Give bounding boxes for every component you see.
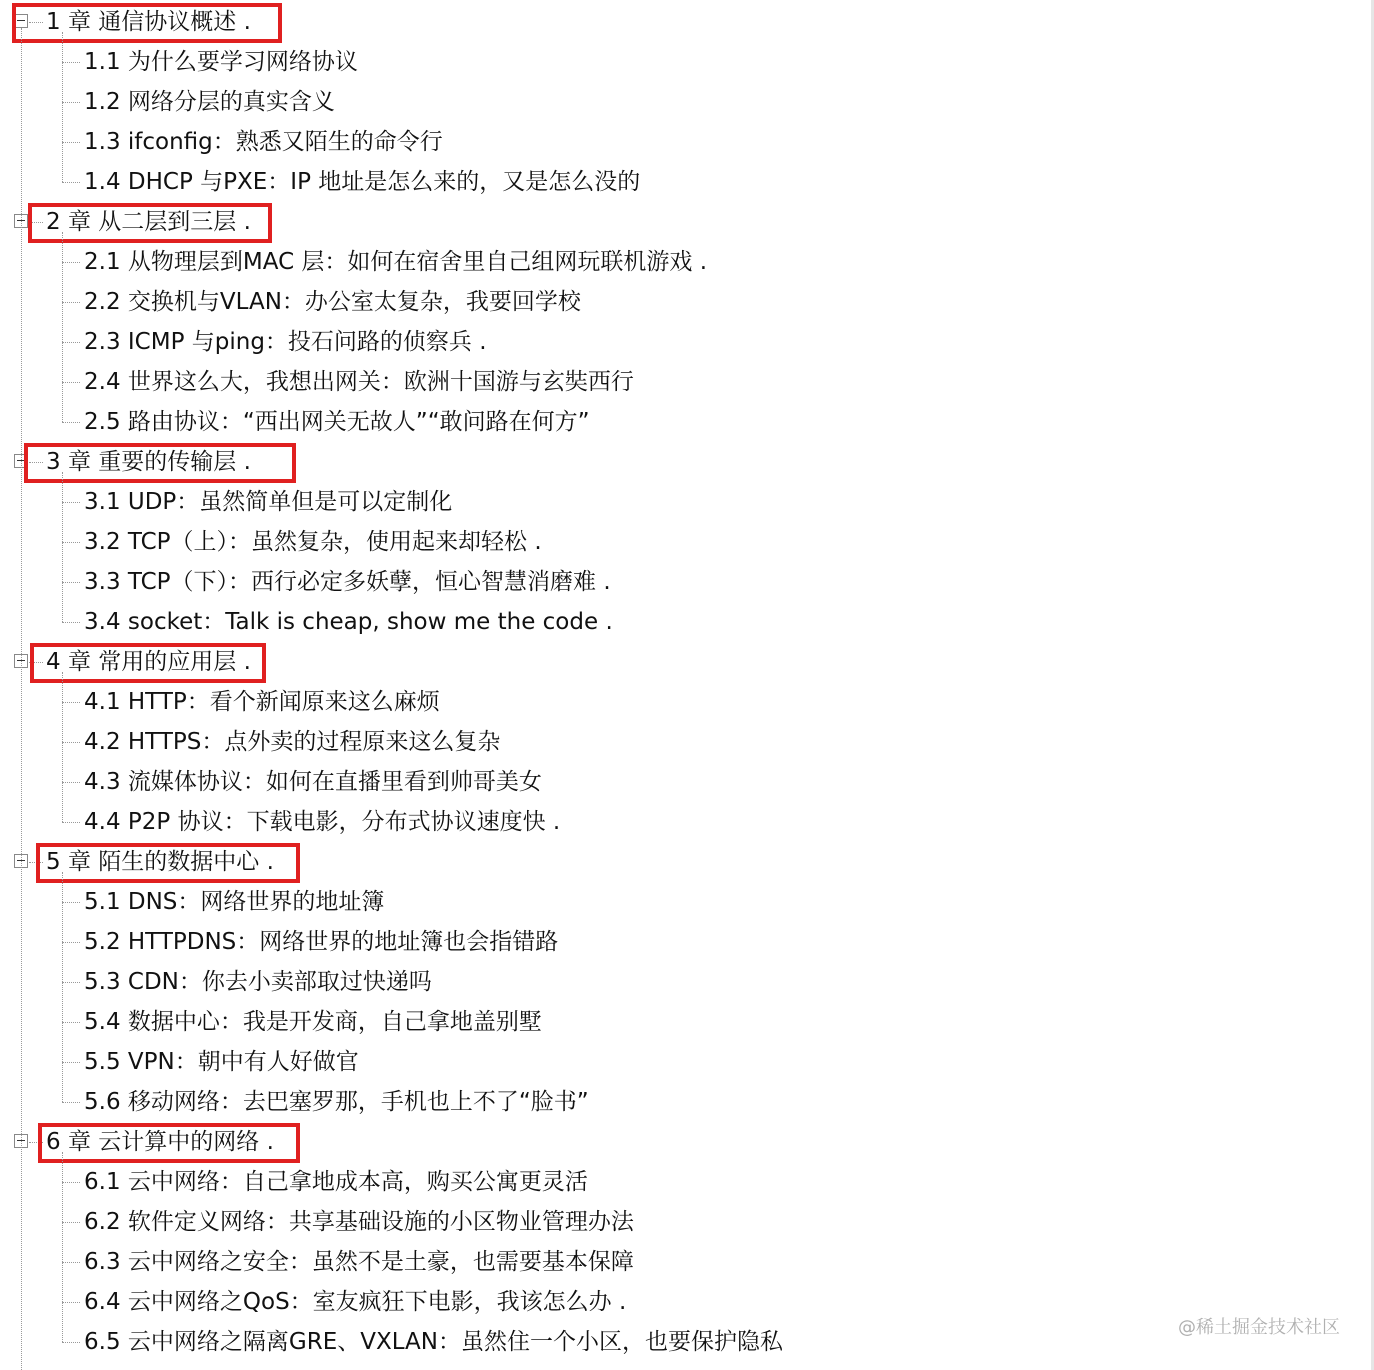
tree-connector: [62, 302, 80, 303]
chapter-title: 5 章 陌生的数据中心 .: [46, 849, 274, 875]
tree-connector: [62, 982, 80, 983]
tree-connector: [62, 942, 80, 943]
tree-connector: [62, 262, 80, 263]
chapter-row[interactable]: [0, 842, 1374, 882]
chapter-row[interactable]: [0, 442, 1374, 482]
section-row[interactable]: [0, 762, 1374, 802]
tree-connector: [29, 862, 43, 863]
tree-connector-vertical: [62, 232, 63, 422]
tree-connector: [29, 222, 43, 223]
section-title: 1.2 网络分层的真实含义: [84, 89, 335, 115]
tree-connector: [29, 662, 43, 663]
section-row[interactable]: [0, 602, 1374, 642]
tree-connector: [62, 622, 80, 623]
section-row[interactable]: [0, 1162, 1374, 1202]
section-row[interactable]: [0, 322, 1374, 362]
section-row[interactable]: [0, 122, 1374, 162]
section-row[interactable]: [0, 682, 1374, 722]
tree-connector: [29, 22, 43, 23]
section-row[interactable]: [0, 402, 1374, 442]
chapter-title: 2 章 从二层到三层 .: [46, 209, 251, 235]
section-row[interactable]: [0, 802, 1374, 842]
section-title: 6.5 云中网络之隔离GRE、VXLAN：虽然住一个小区，也要保护隐私: [84, 1329, 783, 1355]
chapter-title: 6 章 云计算中的网络 .: [46, 1129, 274, 1155]
tree-connector: [62, 342, 80, 343]
section-row[interactable]: [0, 1242, 1374, 1282]
tree-connector: [29, 462, 43, 463]
tree-connector: [62, 1222, 80, 1223]
tree-connector-vertical: [62, 872, 63, 1102]
section-row[interactable]: [0, 1002, 1374, 1042]
section-row[interactable]: [0, 242, 1374, 282]
section-row[interactable]: [0, 362, 1374, 402]
tree-connector: [62, 542, 80, 543]
tree-connector-root: [21, 28, 22, 1370]
tree-connector: [62, 1182, 80, 1183]
section-row[interactable]: [0, 42, 1374, 82]
section-row[interactable]: [0, 282, 1374, 322]
section-title: 3.3 TCP（下）：西行必定多妖孽，恒心智慧消磨难 .: [84, 569, 611, 595]
section-title: 5.5 VPN：朝中有人好做官: [84, 1049, 359, 1075]
tree-connector-vertical: [62, 672, 63, 822]
section-row[interactable]: [0, 482, 1374, 522]
section-title: 2.5 路由协议：“西出网关无故人”“敢问路在何方”: [84, 409, 590, 435]
section-title: 3.4 socket：Talk is cheap, show me the code .: [84, 609, 613, 635]
tree-collapse-icon[interactable]: [14, 14, 28, 28]
section-title: 5.2 HTTPDNS：网络世界的地址簿也会指错路: [84, 929, 559, 955]
section-title: 5.3 CDN：你去小卖部取过快递吗: [84, 969, 432, 995]
section-title: 3.1 UDP：虽然简单但是可以定制化: [84, 489, 453, 515]
chapter-row[interactable]: [0, 642, 1374, 682]
section-row[interactable]: [0, 922, 1374, 962]
section-title: 3.2 TCP（上）：虽然复杂，使用起来却轻松 .: [84, 529, 542, 555]
section-row[interactable]: [0, 882, 1374, 922]
section-row[interactable]: [0, 962, 1374, 1002]
section-title: 4.3 流媒体协议：如何在直播里看到帅哥美女: [84, 769, 542, 795]
section-title: 4.2 HTTPS：点外卖的过程原来这么复杂: [84, 729, 501, 755]
section-row[interactable]: [0, 1082, 1374, 1122]
section-row[interactable]: [0, 562, 1374, 602]
tree-connector: [62, 502, 80, 503]
section-row[interactable]: [0, 522, 1374, 562]
section-row[interactable]: [0, 162, 1374, 202]
section-title: 5.1 DNS：网络世界的地址簿: [84, 889, 385, 915]
tree-connector-vertical: [62, 472, 63, 622]
tree-connector: [62, 702, 80, 703]
chapter-title: 1 章 通信协议概述 .: [46, 9, 251, 35]
tree-connector: [62, 422, 80, 423]
section-title: 2.1 从物理层到MAC 层：如何在宿舍里自己组网玩联机游戏 .: [84, 249, 708, 275]
section-title: 2.4 世界这么大，我想出网关：欧洲十国游与玄奘西行: [84, 369, 634, 395]
section-title: 6.1 云中网络：自己拿地成本高，购买公寓更灵活: [84, 1169, 588, 1195]
tree-connector: [62, 1302, 80, 1303]
watermark: @稀土掘金技术社区: [1178, 1317, 1340, 1338]
tree-connector: [62, 902, 80, 903]
tree-connector: [62, 782, 80, 783]
chapter-title: 3 章 重要的传输层 .: [46, 449, 251, 475]
tree-connector: [62, 822, 80, 823]
tree-connector: [62, 382, 80, 383]
tree-connector: [29, 1142, 43, 1143]
tree-connector: [62, 62, 80, 63]
tree-connector: [62, 1102, 80, 1103]
section-title: 1.4 DHCP 与PXE：IP 地址是怎么来的，又是怎么没的: [84, 169, 641, 195]
section-title: 6.2 软件定义网络：共享基础设施的小区物业管理办法: [84, 1209, 634, 1235]
section-title: 5.4 数据中心：我是开发商，自己拿地盖别墅: [84, 1009, 542, 1035]
section-title: 2.3 ICMP 与ping：投石问路的侦察兵 .: [84, 329, 487, 355]
chapter-row[interactable]: [0, 1122, 1374, 1162]
section-row[interactable]: [0, 1322, 1374, 1362]
chapter-row[interactable]: [0, 202, 1374, 242]
tree-connector: [62, 102, 80, 103]
chapter-row[interactable]: [0, 2, 1374, 42]
section-title: 2.2 交换机与VLAN：办公室太复杂，我要回学校: [84, 289, 581, 315]
tree-connector: [62, 1342, 80, 1343]
section-row[interactable]: [0, 722, 1374, 762]
tree-connector-vertical: [62, 1152, 63, 1342]
section-row[interactable]: [0, 1042, 1374, 1082]
tree-connector: [62, 582, 80, 583]
tree-connector: [62, 1062, 80, 1063]
tree-connector: [62, 742, 80, 743]
chapter-title: 4 章 常用的应用层 .: [46, 649, 251, 675]
section-title: 4.4 P2P 协议：下载电影，分布式协议速度快 .: [84, 809, 561, 835]
section-title: 5.6 移动网络：去巴塞罗那，手机也上不了“脸书”: [84, 1089, 589, 1115]
tree-connector: [62, 182, 80, 183]
tree-connector: [62, 142, 80, 143]
section-title: 6.4 云中网络之QoS：室友疯狂下电影，我该怎么办 .: [84, 1289, 627, 1315]
section-title: 1.1 为什么要学习网络协议: [84, 49, 358, 75]
section-row[interactable]: [0, 1282, 1374, 1322]
section-title: 4.1 HTTP：看个新闻原来这么麻烦: [84, 689, 440, 715]
tree-connector: [62, 1262, 80, 1263]
tree-connector-vertical: [62, 32, 63, 182]
tree-connector: [62, 1022, 80, 1023]
section-row[interactable]: [0, 82, 1374, 122]
section-title: 1.3 ifconfig：熟悉又陌生的命令行: [84, 129, 443, 155]
section-title: 6.3 云中网络之安全：虽然不是土豪，也需要基本保障: [84, 1249, 634, 1275]
section-row[interactable]: [0, 1202, 1374, 1242]
